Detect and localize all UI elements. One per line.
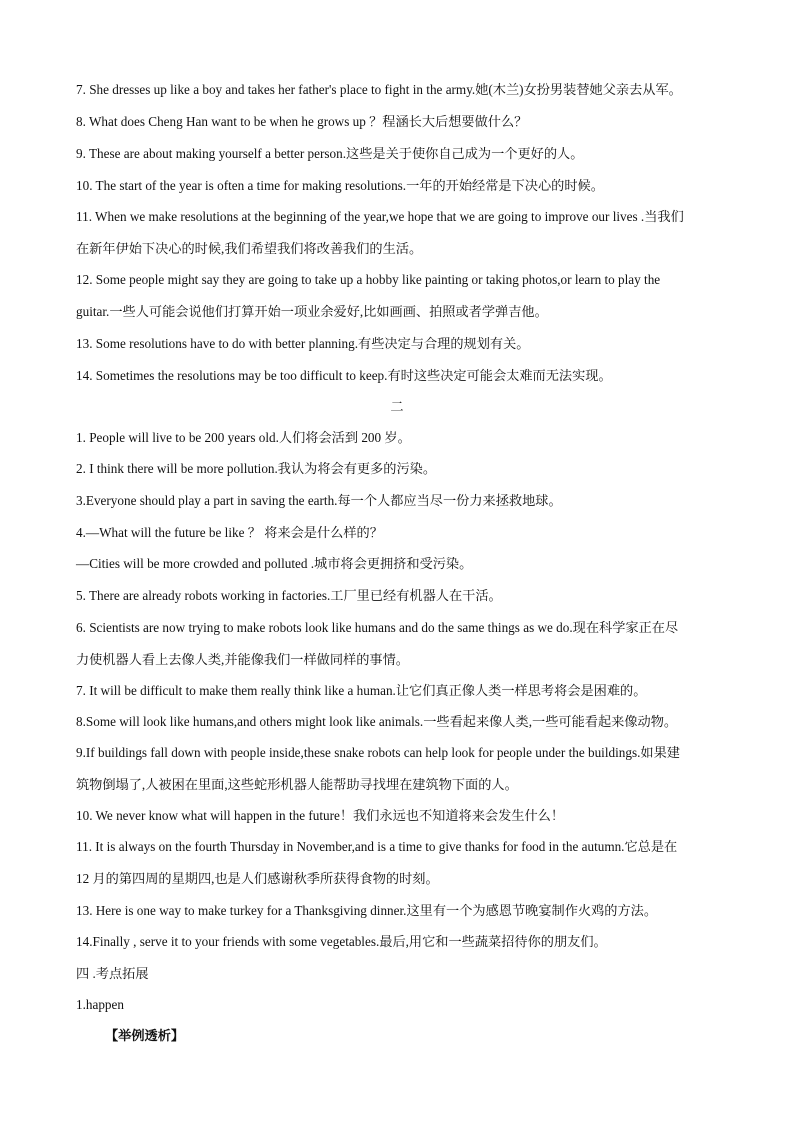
sentence-line: 11. It is always on the fourth Thursday in November,and is a time to give thanks for food in the autumn.它总是在 xyxy=(76,839,678,854)
sentence-line: 8. What does Cheng Han want to be when he grows up ？程涵长大后想要做什么？ xyxy=(76,114,528,129)
sentence-line: 6. Scientists are now trying to make robots look like humans and do the same things as we do.现在科学家正在尽 xyxy=(76,620,679,635)
sentence-line: 7. She dresses up like a boy and takes her father's place to fight in the army.她(木兰)女扮男装替她父亲去从军。 xyxy=(76,82,682,97)
sentence-line: 9. These are about making yourself a better person.这些是关于使你自己成为一个更好的人。 xyxy=(76,146,584,161)
sentence-line: 12 月的第四周的星期四,也是人们感谢秋季所获得食物的时刻。 xyxy=(76,871,439,886)
sentence-line: guitar.一些人可能会说他们打算开始一项业余爱好,比如画画、拍照或者学弹吉他。 xyxy=(76,304,548,319)
sentence-line: 8.Some will look like humans,and others might look like animals.一些看起来像人类,一些可能看起来像动物。 xyxy=(76,714,678,729)
sentence-line: 14. Sometimes the resolutions may be too difficult to keep.有时这些决定可能会太难而无法实现。 xyxy=(76,368,612,383)
item-heading: 1.happen xyxy=(76,997,124,1012)
sentence-line: 11. When we make resolutions at the beginning of the year,we hope that we are going to improve our lives .当我们 xyxy=(76,209,684,224)
sentence-line: 力使机器人看上去像人类,并能像我们一样做同样的事情。 xyxy=(76,652,409,667)
sentence-line: 在新年伊始下决心的时候,我们希望我们将改善我们的生活。 xyxy=(76,241,423,256)
sentence-line: 12. Some people might say they are going to take up a hobby like painting or taking photos,or learn to play the xyxy=(76,272,661,287)
sentence-line: 2. I think there will be more pollution.我认为将会有更多的污染。 xyxy=(76,461,437,476)
sentence-line: 7. It will be difficult to make them really think like a human.让它们真正像人类一样思考将会是困难的。 xyxy=(76,683,647,698)
sentence-line: 13. Some resolutions have to do with better planning.有些决定与合理的规划有关。 xyxy=(76,336,530,351)
sentence-line: 5. There are already robots working in factories.工厂里已经有机器人在干活。 xyxy=(76,588,502,603)
example-label: 【举例透析】 xyxy=(105,1028,185,1043)
sentence-line: 4.—What will the future be like ？ 将来会是什么样的？ xyxy=(76,525,383,540)
sentence-line: 1. People will live to be 200 years old.人们将会活到 200 岁。 xyxy=(76,430,411,445)
sentence-line: —Cities will be more crowded and polluted .城市将会更拥挤和受污染。 xyxy=(76,556,473,571)
sentence-line: 13. Here is one way to make turkey for a Thanksgiving dinner.这里有一个为感恩节晚宴制作火鸡的方法。 xyxy=(76,903,658,918)
sentence-line: 10. The start of the year is often a time for making resolutions.一年的开始经常是下决心的时候。 xyxy=(76,178,604,193)
sentence-line: 9.If buildings fall down with people inside,these snake robots can help look for people under the buildings.如果建 xyxy=(76,745,680,760)
sentence-line: 筑物倒塌了,人被困在里面,这些蛇形机器人能帮助寻找埋在建筑物下面的人。 xyxy=(76,777,518,792)
sentence-line: 3.Everyone should play a part in saving the earth.每一个人都应当尽一份力来拯救地球。 xyxy=(76,493,562,508)
section-heading: 四 .考点拓展 xyxy=(76,966,149,981)
sentence-line: 14.Finally , serve it to your friends with some vegetables.最后,用它和一些蔬菜招待你的朋友们。 xyxy=(76,934,607,949)
section-heading: 二 xyxy=(390,399,404,414)
sentence-line: 10. We never know what will happen in the future！我们永远也不知道将来会发生什么！ xyxy=(76,808,565,823)
